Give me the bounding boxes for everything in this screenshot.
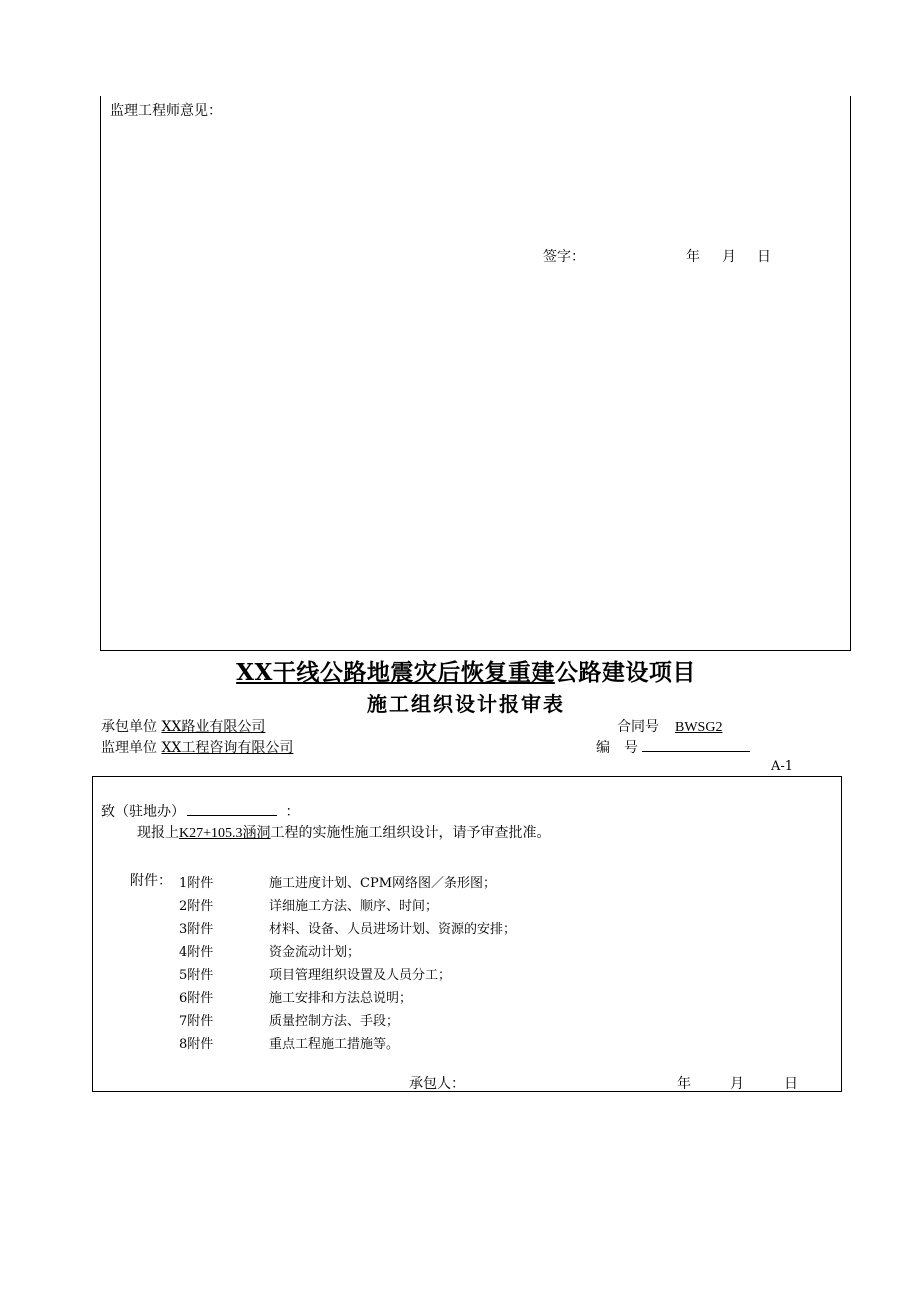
project-title <box>0 654 920 687</box>
addressee-blank <box>187 801 277 816</box>
attachment-desc-6: 施工安排和方法总说明； <box>269 991 413 1006</box>
supervisor-unit-row <box>101 737 293 757</box>
attachment-num-6: 6附件 <box>179 991 214 1006</box>
report-sentence <box>137 822 551 842</box>
contractor-label: 承包单位 <box>101 719 157 735</box>
attachment-num-8: 8附件 <box>179 1037 214 1052</box>
supervisor-day-label: 日 <box>757 249 771 265</box>
supervisor-opinion-box <box>100 96 851 651</box>
attachment-num-5: 5附件 <box>179 968 214 983</box>
report-prefix: 现报上 <box>137 825 179 841</box>
attachment-num-4: 4附件 <box>179 945 214 960</box>
addressee-label: 致（驻地办） <box>101 804 185 820</box>
attachment-desc-8: 重点工程施工措施等。 <box>269 1037 400 1052</box>
supervisor-month-label: 月 <box>722 249 736 265</box>
attachment-desc-1: 施工进度计划、CPM网络图／条形图； <box>269 876 497 891</box>
contractor-year-label: 年 <box>677 1076 691 1092</box>
form-code: A-1 <box>771 759 794 774</box>
supervisor-year-label: 年 <box>686 249 700 265</box>
contract-no-label: 合同号 <box>617 719 659 735</box>
serial-no-blank <box>642 737 750 752</box>
contractor-month-label: 月 <box>730 1076 744 1092</box>
contractor-day-label: 日 <box>784 1076 798 1092</box>
contractor-sign-label: 承包人： <box>409 1076 465 1092</box>
report-suffix: 工程的实施性施工组织设计，请予审查批准。 <box>270 825 551 841</box>
project-title-prefix: XX干线公路地震灾后恢复重建 <box>236 659 555 686</box>
attachment-desc-2: 详细施工方法、顺序、时间； <box>269 899 439 914</box>
project-title-suffix: 公路建设项目 <box>554 659 696 686</box>
form-title: 施工组织设计报审表 <box>367 692 565 716</box>
attachment-num-7: 7附件 <box>179 1014 214 1029</box>
serial-no-row <box>596 737 750 757</box>
addressee-row <box>101 801 299 821</box>
attachments-label: 附件： <box>130 873 172 889</box>
contract-no-row <box>617 716 767 736</box>
contractor-row <box>101 716 309 736</box>
contractor-value: XX路业有限公司 <box>161 719 266 735</box>
attachment-desc-4: 资金流动计划； <box>269 945 361 960</box>
supervisor-unit-label: 监理单位 <box>101 740 157 756</box>
addressee-colon: ： <box>285 804 300 820</box>
supervisor-sign-label: 签字： <box>543 249 585 265</box>
attachment-num-1: 1附件 <box>179 876 214 891</box>
supervisor-opinion-label: 监理工程师意见： <box>110 103 222 119</box>
attachment-desc-3: 材料、设备、人员进场计划、资源的安排； <box>269 922 517 937</box>
contract-no-value: BWSG2 <box>675 720 723 735</box>
serial-no-label: 编 号 <box>596 740 638 756</box>
report-location: K27+105.3涵洞 <box>179 826 271 841</box>
attachment-desc-5: 项目管理组织设置及人员分工； <box>269 968 452 983</box>
attachment-desc-7: 质量控制方法、手段； <box>269 1014 400 1029</box>
attachment-num-3: 3附件 <box>179 922 214 937</box>
attachment-num-2: 2附件 <box>179 899 214 914</box>
supervisor-unit-value: XX工程咨询有限公司 <box>161 740 294 756</box>
